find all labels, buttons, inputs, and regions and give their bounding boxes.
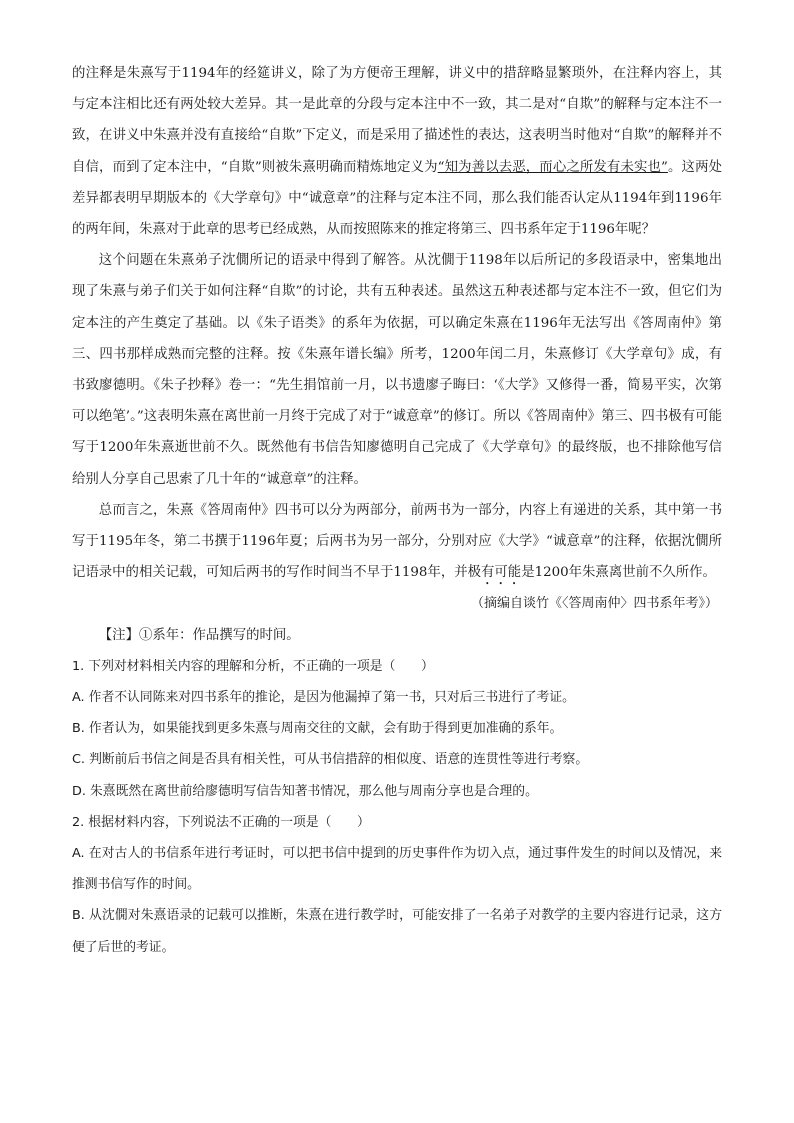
source-citation: （摘编自谈竹《〈答周南仲〉四书系年考》） [470,596,718,612]
passage-text: 总而言之，朱熹《答周南仲》四书可以分为两部分，前两书为一部分，内容上有递进的关系，其中第一书写于1195年冬，第二书撰于1196年夏；后两书为另一部分，分别对应《大学》“诚意章”的注释，依据沈僩所记语录中的相关记载，可知后两书的写作时间当不早于1198年，并极 [72,502,722,581]
question-1-option-c[interactable]: C. 判断前后书信之间是否具有相关性，可从书信措辞的相似度、语意的连贯性等进行考察。 [72,752,589,768]
passage-paragraph-2: 这个问题在朱熹弟子沈僩所记的语录中得到了解答。从沈僩于1198年以后所记的多段语录中，密集地出现了朱熹与弟子们关于如何注释“自欺”的讨论，共有五种表述。虽然这五种表述都与定本注不一致，但它们为定本注的产生奠定了基础。以《朱子语类》的系年为依据，可以确定朱熹在1196年无法写出《答周南仲》第三、四书那样成熟而完整的注释。按《朱熹年谱长编》所考，1200年闰二月，朱熹修订《大学章句》成，有书致廖德明。《朱子抄释》卷一：“先生捐馆前一月，以书遗廖子晦曰：‘《大学》又修得一番，简易平实，次第可以绝笔’。”这表明朱熹在离世前一月终于完成了对于“诚意章”的修订。所以《答周南仲》第三、四书极有可能写于1200年朱熹逝世前不久。既然他有书信告知廖德明自己完成了《大学章句》的最终版，也不排除他写信给别人分享自己思索了几十年的“诚意章”的注释。 [72,253,722,487]
emphasized-phrase: 有可能 [481,565,522,581]
document-page [72,58,722,963]
passage-paragraph-3 [72,495,722,589]
passage-text: 。这两处差异都表明早期版本的《大学章句》中“诚意章”的注释与定本注不同，那么我们能否认定从1194年到1196年的两年间，朱熹对于此章的思考已经成熟，从而按照陈来的推定将第三、四书系年定于1196年呢？ [72,159,722,238]
question-2-option-a[interactable]: A. 在对古人的书信系年进行考证时，可以把书信中提到的历史事件作为切入点，通过事件发生的时间以及情况，来推测书信写作的时间。 [72,846,722,893]
question-1-stem: 1. 下列对材料相关内容的理解和分析，不正确的一项是（ ） [72,658,434,674]
question-1-option-a[interactable]: A. 作者不认同陈来对四书系年的推论，是因为他漏掉了第一书，只对后三书进行了考证。 [72,690,575,706]
passage-text: 是1200年朱熹离世前不久所作。 [521,565,716,581]
question-1-option-b[interactable]: B. 作者认为，如果能找到更多朱熹与周南交往的文献，会有助于得到更加准确的系年。 [72,721,563,737]
question-2-stem: 2. 根据材料内容，下列说法不正确的一项是（ ） [72,814,370,830]
question-2-option-b[interactable]: B. 从沈僩对朱熹语录的记载可以推断，朱熹在进行教学时，可能安排了一名弟子对教学的主要内容进行记录，这方便了后世的考证。 [72,908,722,955]
underlined-definition: “知为善以去恶，而心之所发有未实也” [437,159,668,175]
footnote: 【注】①系年：作品撰写的时间。 [98,627,300,643]
passage-text: 的注释是朱熹写于1194年的经筵讲义，除了为方便帝王理解，讲义中的措辞略显繁琐外，在注释内容上，其与定本注相比还有两处较大差异。其一是此章的分段与定本注中不一致，其二是对“自欺”的解释与定本注不一致，在讲义中朱熹并没有直接给“自欺”下定义，而是采用了描述性的表达，这表明当时他对“自欺”的解释并不自信，而到了定本注中，“自欺”则被朱熹明确而精炼地定义为 [72,66,722,175]
passage-paragraph-1 [72,58,722,245]
question-1-option-d[interactable]: D. 朱熹既然在离世前给廖德明写信告知著书情况，那么他与周南分享也是合理的。 [72,783,538,799]
